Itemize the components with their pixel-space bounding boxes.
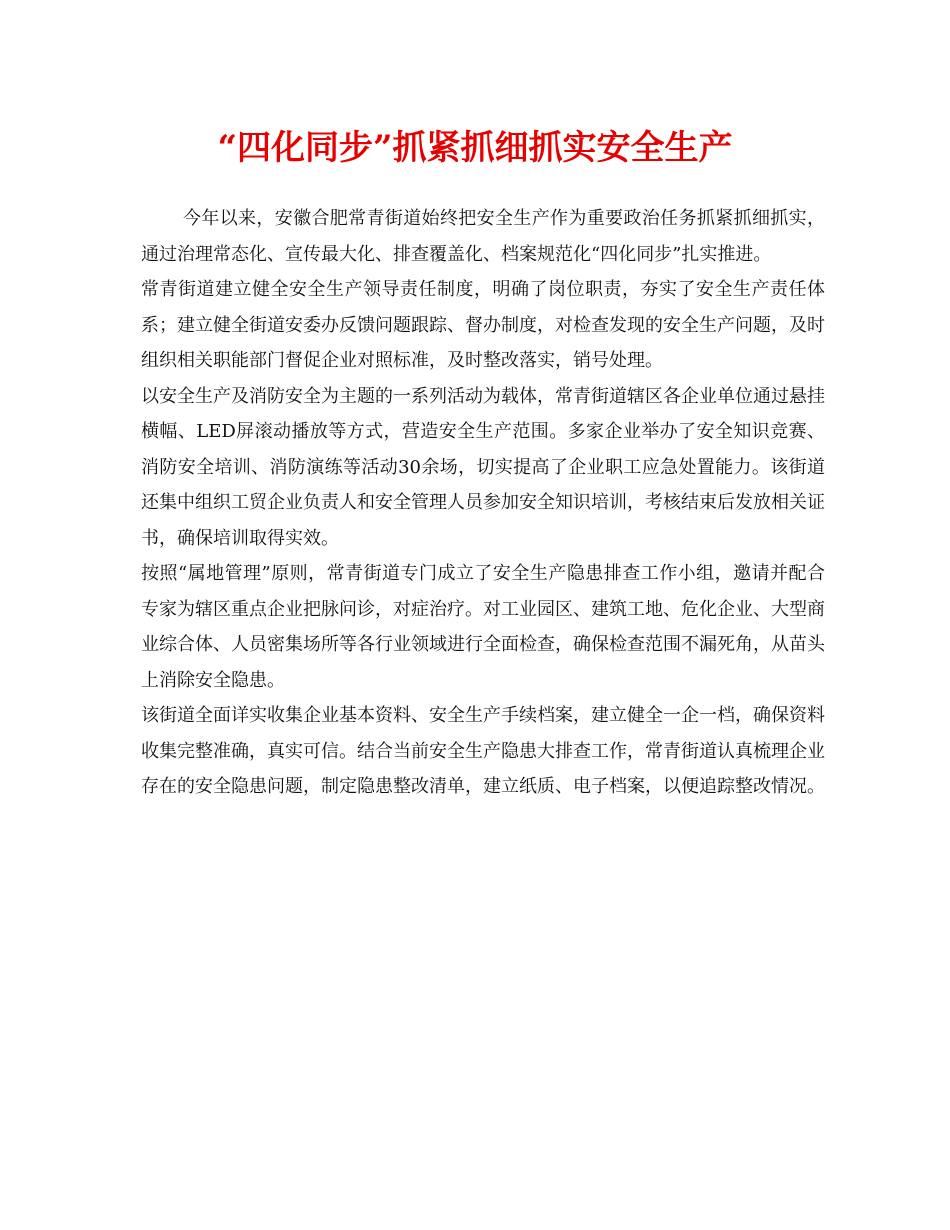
document-body xyxy=(141,201,825,805)
paragraph-archives: 该街道全面详实收集企业基本资料、安全生产手续档案，建立健全一企一档，确保资料收集完整准确，真实可信。结合当前安全生产隐患大排查工作，常青街道认真梳理企业存在的安全隐患问题，制定隐患整改清单，建立纸质、电子档案，以便追踪整改情况。 xyxy=(141,705,825,797)
paragraph-responsibility: 常青街道建立健全安全生产领导责任制度，明确了岗位职责，夯实了安全生产责任体系；建立健全街道安委办反馈问题跟踪、督办制度，对检查发现的安全生产问题，及时组织相关职能部门督促企业对照标准，及时整改落实，销号处理。 xyxy=(141,279,825,371)
paragraph-inspection: 按照“属地管理”原则，常青街道专门成立了安全生产隐患排查工作小组，邀请并配合专家为辖区重点企业把脉问诊，对症治疗。对工业园区、建筑工地、危化企业、大型商业综合体、人员密集场所等各行业领域进行全面检查，确保检查范围不漏死角，从苗头上消除安全隐患。 xyxy=(141,563,825,691)
paragraph-intro: 今年以来，安徽合肥常青街道始终把安全生产作为重要政治任务抓紧抓细抓实，通过治理常态化、宣传最大化、排查覆盖化、档案规范化“四化同步”扎实推进。 xyxy=(141,208,825,265)
paragraph-publicity: 以安全生产及消防安全为主题的一系列活动为载体，常青街道辖区各企业单位通过悬挂横幅、LED屏滚动播放等方式，营造安全生产范围。多家企业举办了安全知识竞赛、消防安全培训、消防演练等活动30余场，切实提高了企业职工应急处置能力。该街道还集中组织工贸企业负责人和安全管理人员参加安全知识培训，考核结束后发放相关证书，确保培训取得实效。 xyxy=(141,385,825,549)
document-title: “四化同步”抓紧抓细抓实安全生产 xyxy=(217,128,733,168)
